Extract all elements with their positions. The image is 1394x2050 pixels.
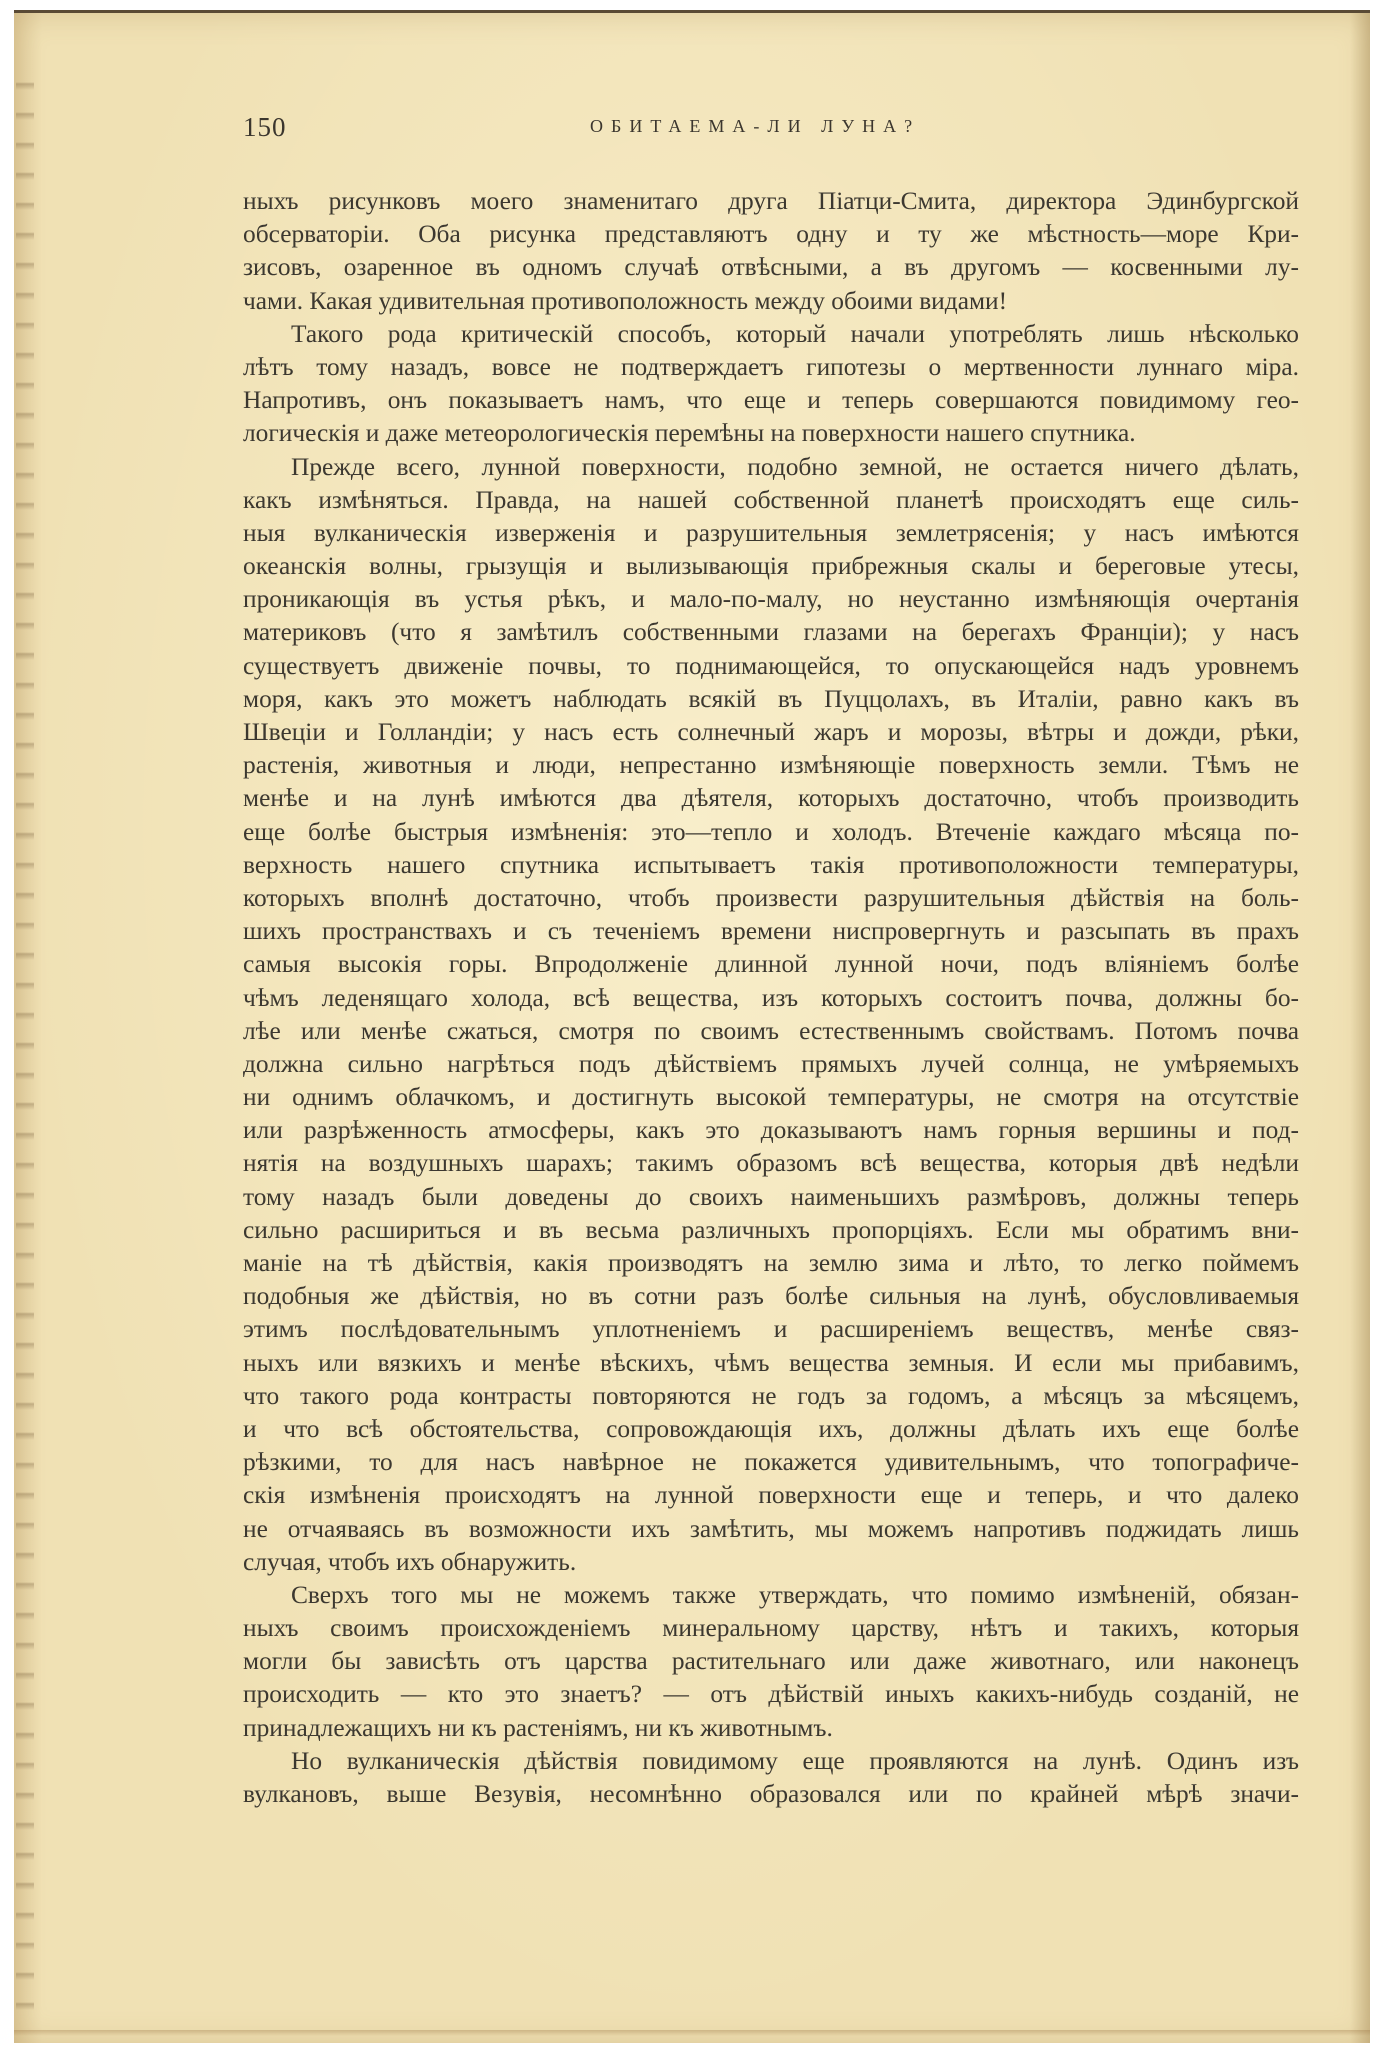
- text-line: тому назадъ были доведены до своихъ наименьшихъ размѣровъ, должны теперь: [243, 1182, 1299, 1211]
- text-line: лѣе или менѣе сжаться, смотря по своимъ естественнымъ свойствамъ. Потомъ почва: [243, 1016, 1299, 1045]
- text-line: существуетъ движеніе почвы, то поднимающейся, то опускающейся надъ уровнемъ: [243, 651, 1299, 680]
- text-line: происходить — кто это знаетъ? — отъ дѣйствій иныхъ какихъ-нибудь созданій, не: [243, 1680, 1299, 1709]
- text-line: Сверхъ того мы не можемъ также утверждать, что помимо измѣненій, обязан-: [291, 1580, 1299, 1609]
- running-title: ОБИТАЕМА-ЛИ ЛУНА?: [590, 116, 921, 136]
- text-line: Но вулканическія дѣйствія повидимому еще проявляются на лунѣ. Одинъ изъ: [291, 1746, 1299, 1775]
- text-line: случая, чтобъ ихъ обнаружить.: [243, 1547, 577, 1576]
- text-line: не отчаяваясь въ возможности ихъ замѣтить, мы можемъ напротивъ поджидать лишь: [243, 1514, 1299, 1543]
- text-line: обсерваторіи. Оба рисунка представляютъ одну и ту же мѣстность—море Кри-: [243, 220, 1299, 249]
- text-line: ныхъ или вязкихъ и менѣе вѣскихъ, чѣмъ вещества земныя. И если мы прибавимъ,: [243, 1348, 1299, 1377]
- text-line: верхность нашего спутника испытываетъ такія противоположности температуры,: [243, 850, 1299, 879]
- text-line: растенія, животныя и люди, непрестанно измѣняющіе поверхность земли. Тѣмъ не: [243, 751, 1299, 780]
- text-line: ныхъ рисунковъ моего знаменитаго друга Піатци-Смита, директора Эдинбургской: [243, 187, 1299, 215]
- text-line: этимъ послѣдовательнымъ уплотненіемъ и расширеніемъ веществъ, менѣе связ-: [243, 1315, 1299, 1344]
- text-line: или разрѣженность атмосферы, какъ это доказываютъ намъ горныя вершины и под-: [243, 1116, 1299, 1145]
- text-line: Напротивъ, онъ показываетъ намъ, что еще и теперь совершаются повидимому гео-: [243, 386, 1299, 415]
- text-line: должна сильно нагрѣться подъ дѣйствіемъ прямыхъ лучей солнца, не умѣряемыхъ: [243, 1049, 1299, 1078]
- binding-edge: [16, 60, 34, 2010]
- text-line: Прежде всего, лунной поверхности, подобно земной, не остается ничего дѣлать,: [291, 452, 1299, 481]
- text-line: сильно расшириться и въ весьма различныхъ пропорціяхъ. Если мы обратимъ вни-: [243, 1215, 1299, 1244]
- text-line: что такого рода контрасты повторяются не годъ за годомъ, а мѣсяцъ за мѣсяцемъ,: [243, 1381, 1299, 1410]
- body-text: [243, 185, 1299, 1811]
- page-bottom-edge: [14, 2030, 1370, 2036]
- text-line: рѣзкими, то для насъ навѣрное не покажется удивительнымъ, что топографиче-: [243, 1448, 1299, 1477]
- text-line: и что всѣ обстоятельства, сопровождающія ихъ, должны дѣлать ихъ еще болѣе: [243, 1414, 1299, 1443]
- page-number: 150: [243, 112, 287, 142]
- text-line: шихъ пространствахъ и съ теченіемъ времени ниспровергнуть и разсыпать въ прахъ: [243, 917, 1299, 946]
- text-line: могли бы зависѣть отъ царства растительнаго или даже животнаго, или наконецъ: [243, 1647, 1299, 1676]
- text-line: которыхъ вполнѣ достаточно, чтобъ произвести разрушительныя дѣйствія на боль-: [243, 883, 1299, 912]
- text-line: чами. Какая удивительная противоположность между обоими видами!: [243, 286, 1008, 315]
- text-line: чѣмъ леденящаго холода, всѣ вещества, изъ которыхъ состоитъ почва, должны бо-: [243, 983, 1299, 1012]
- text-line: ныя вулканическія изверженія и разрушительныя землетрясенія; у насъ имѣются: [243, 518, 1299, 547]
- text-line: ни однимъ облачкомъ, и достигнуть высокой температуры, не смотря на отсутствіе: [243, 1083, 1299, 1112]
- text-line: менѣе и на лунѣ имѣются два дѣятеля, которыхъ достаточно, чтобъ производить: [243, 784, 1299, 813]
- text-line: ныхъ своимъ происхожденіемъ минеральному царству, нѣтъ и такихъ, которыя: [243, 1614, 1299, 1643]
- text-line: еще болѣе быстрыя измѣненія: это—тепло и холодъ. Втеченіе каждаго мѣсяца по-: [243, 817, 1299, 846]
- text-line: океанскія волны, грызущія и вылизывающія прибрежныя скалы и береговые утесы,: [243, 552, 1299, 581]
- text-line: проникающія въ устья рѣкъ, и мало-по-малу, но неустанно измѣняющія очертанія: [243, 585, 1299, 614]
- text-line: логическія и даже метеорологическія перемѣны на поверхности нашего спутника.: [243, 419, 1136, 448]
- text-line: вулкановъ, выше Везувія, несомнѣнно образовался или по крайней мѣрѣ значи-: [243, 1780, 1299, 1808]
- text-line: материковъ (что я замѣтилъ собственными глазами на берегахъ Франціи); у насъ: [243, 618, 1299, 647]
- text-line: моря, какъ это можетъ наблюдать всякій въ Пуццолахъ, въ Италіи, равно какъ въ: [243, 684, 1299, 713]
- text-line: Швеціи и Голландіи; у насъ есть солнечный жаръ и морозы, вѣтры и дожди, рѣки,: [243, 718, 1299, 746]
- text-line: скія измѣненія происходятъ на лунной поверхности еще и теперь, и что далеко: [243, 1481, 1299, 1510]
- text-line: самыя высокія горы. Впродолженіе длинной лунной ночи, подъ вліяніемъ болѣе: [243, 950, 1299, 979]
- text-line: нятія на воздушныхъ шарахъ; такимъ образомъ всѣ вещества, которыя двѣ недѣли: [243, 1149, 1299, 1178]
- text-line: зисовъ, озаренное въ одномъ случаѣ отвѣсными, а въ другомъ — косвенными лу-: [243, 253, 1299, 282]
- text-line: какъ измѣняться. Правда, на нашей собственной планетѣ происходятъ еще силь-: [243, 485, 1299, 514]
- text-line: маніе на тѣ дѣйствія, какія производятъ на землю зима и лѣто, то легко поймемъ: [243, 1249, 1299, 1277]
- text-line: принадлежащихъ ни къ растеніямъ, ни къ животнымъ.: [243, 1713, 833, 1742]
- text-line: подобныя же дѣйствія, но въ сотни разъ болѣе сильныя на лунѣ, обусловливаемыя: [243, 1282, 1299, 1311]
- text-line: Такого рода критическій способъ, который начали употреблять лишь нѣсколько: [291, 319, 1299, 348]
- text-line: лѣтъ тому назадъ, вовсе не подтверждаетъ гипотезы о мертвенности луннаго міра.: [243, 352, 1299, 381]
